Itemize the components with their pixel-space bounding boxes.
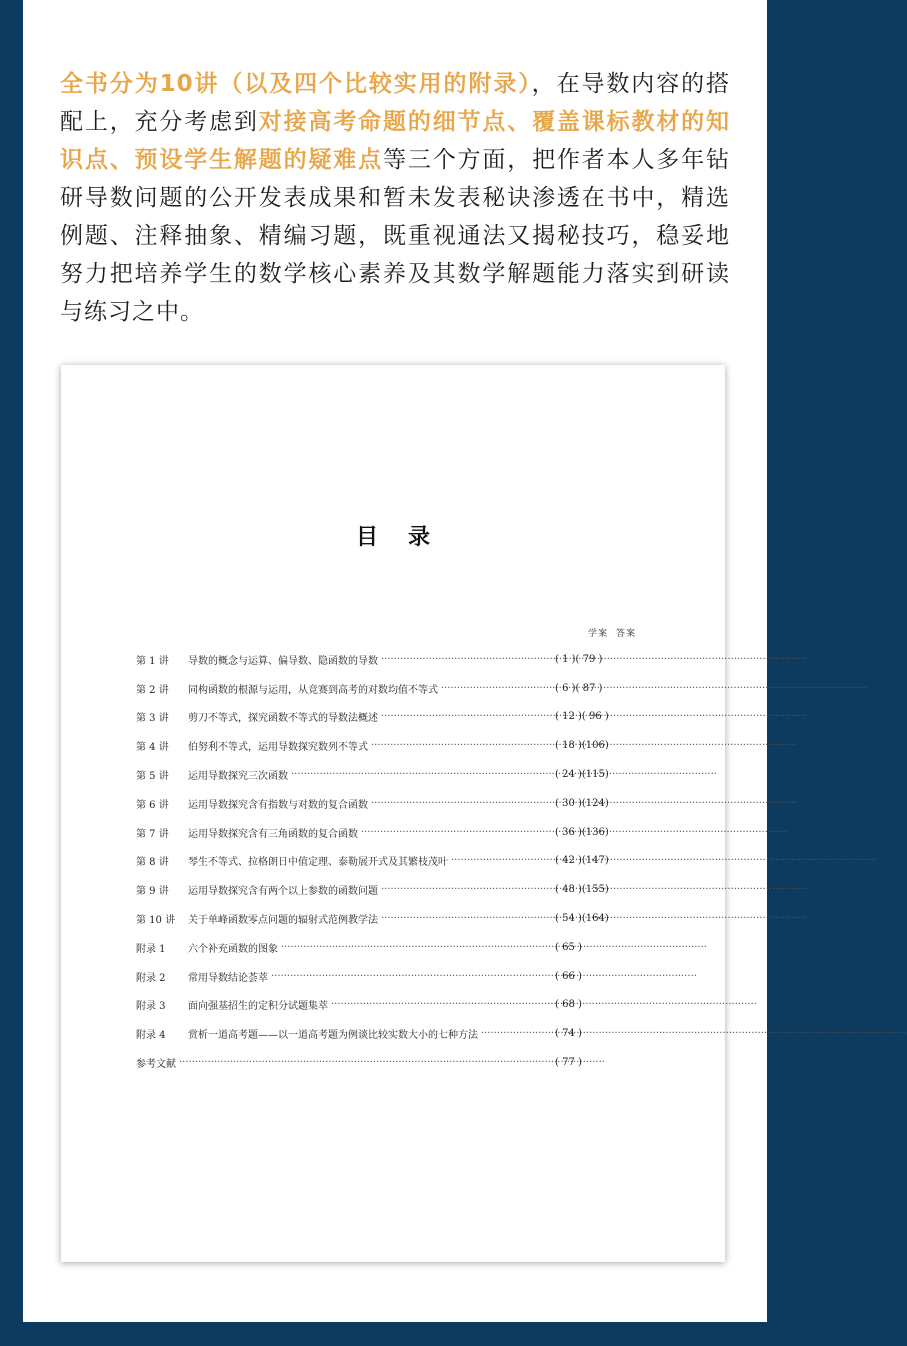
toc-entry bbox=[136, 904, 621, 933]
toc-entry bbox=[136, 875, 621, 904]
toc-entry bbox=[136, 703, 621, 732]
toc-entry-pages: ( 74 ) bbox=[555, 1028, 582, 1040]
toc-title: 目录 bbox=[355, 525, 460, 550]
toc-entry bbox=[136, 933, 621, 962]
toc-entry-pages: ( 24 )(115) bbox=[555, 769, 609, 781]
toc-entry-pages: ( 1 )( 79 ) bbox=[555, 653, 603, 665]
toc-entry-number: 第 7 讲 bbox=[136, 828, 169, 840]
toc-entry-title: 运用导数探究含有三角函数的复合函数 bbox=[188, 828, 358, 840]
toc-entry-number: 第 5 讲 bbox=[136, 771, 169, 783]
toc-entry-title: 伯努利不等式，运用导数探究数列不等式 bbox=[188, 742, 368, 754]
toc-entry-leader bbox=[381, 913, 552, 924]
intro-text-2: 等三个方面，把作者本人多年钻研导数问题的公开发表成果和暂未发表秘诀渗透在书中，精选例题、注释抽象、精编习题，既重视通法又揭秘技巧，稳妥地努力把培养学生的数学核心素养及其数学解题能力落实到研读与练习之中。 bbox=[60, 147, 731, 325]
toc-entry-number: 第 6 讲 bbox=[136, 799, 169, 811]
toc-entry-title: 导数的概念与运算、偏导数、隐函数的导数 bbox=[188, 655, 378, 667]
toc-entry-pages: ( 66 ) bbox=[555, 970, 582, 982]
toc-entry bbox=[136, 818, 621, 847]
toc-entry bbox=[136, 789, 621, 818]
toc-entry-title: 常用导数结论荟萃 bbox=[188, 972, 268, 984]
toc-entry-title: 参考文献 bbox=[136, 1059, 176, 1071]
toc-entry bbox=[136, 731, 621, 760]
intro-highlight-points: 对接高考命题的细节点、覆盖课标教材的知识点、预设学生解题的疑难点 bbox=[60, 109, 731, 173]
toc-entry bbox=[136, 674, 621, 703]
toc-entry bbox=[136, 962, 621, 991]
toc-entry-number: 第 2 讲 bbox=[136, 684, 169, 696]
toc-entry-leader bbox=[371, 798, 552, 809]
toc-entry-leader bbox=[381, 711, 552, 722]
toc-entry-leader bbox=[381, 654, 552, 665]
toc-entry-number: 附录 2 bbox=[136, 972, 166, 984]
toc-entry-leader bbox=[481, 1028, 552, 1039]
toc-entry-pages: ( 42 )(147) bbox=[555, 855, 609, 867]
toc-entry-number: 附录 3 bbox=[136, 1001, 166, 1013]
toc-entry-number: 第 8 讲 bbox=[136, 857, 169, 869]
toc-entry-number: 第 1 讲 bbox=[136, 655, 169, 667]
intro-highlight-structure: 全书分为10讲（以及四个比较实用的附录） bbox=[60, 71, 532, 97]
toc-entry bbox=[136, 1048, 621, 1077]
toc-entry-pages: ( 68 ) bbox=[555, 999, 582, 1011]
toc-entry-pages: ( 30 )(124) bbox=[555, 797, 609, 809]
toc-entry-title: 运用导数探究三次函数 bbox=[188, 771, 288, 783]
toc-entry bbox=[136, 991, 621, 1020]
intro-text-1: ，在导数内容的搭配上，充分考虑到 bbox=[60, 71, 730, 135]
toc-list bbox=[136, 645, 621, 1077]
toc-entry bbox=[136, 847, 621, 876]
toc-entry-pages: ( 65 ) bbox=[555, 941, 582, 953]
toc-entry-leader bbox=[271, 971, 552, 982]
toc-entry-title: 琴生不等式、拉格朗日中值定理、泰勒展开式及其繁枝茂叶 bbox=[188, 857, 448, 869]
toc-column-headers bbox=[588, 626, 644, 639]
column-study: 学案 bbox=[588, 629, 609, 639]
toc-entry bbox=[136, 1019, 621, 1048]
toc-entry bbox=[136, 645, 621, 674]
toc-entry-pages: ( 6 )( 87 ) bbox=[555, 682, 603, 694]
toc-entry-title: 运用导数探究含有指数与对数的复合函数 bbox=[188, 799, 368, 811]
toc-entry-leader bbox=[441, 683, 552, 694]
toc-entry-leader bbox=[281, 942, 552, 953]
toc-entry-number: 第 9 讲 bbox=[136, 886, 169, 898]
toc-entry-title: 剪刀不等式，探究函数不等式的导数法概述 bbox=[188, 713, 378, 725]
toc-entry-leader bbox=[291, 769, 552, 780]
toc-entry-title: 面向强基招生的定积分试题集萃 bbox=[188, 1001, 328, 1013]
toc-entry-title: 关于单峰函数零点问题的辐射式范例教学法 bbox=[188, 915, 378, 927]
content-panel bbox=[23, 0, 767, 1322]
toc-entry bbox=[136, 760, 621, 789]
toc-entry-number: 附录 4 bbox=[136, 1030, 166, 1042]
toc-entry-title: 六个补充函数的图象 bbox=[188, 943, 278, 955]
toc-entry-pages: ( 48 )(155) bbox=[555, 884, 609, 896]
toc-entry-leader bbox=[381, 884, 552, 895]
toc-entry-pages: ( 12 )( 96 ) bbox=[555, 711, 609, 723]
toc-entry-number: 附录 1 bbox=[136, 943, 166, 955]
toc-entry-title: 赏析一道高考题——以一道高考题为例谈比较实数大小的七种方法 bbox=[188, 1030, 478, 1042]
toc-entry-pages: ( 18 )(106) bbox=[555, 740, 609, 752]
toc-entry-title: 运用导数探究含有两个以上参数的函数问题 bbox=[188, 886, 378, 898]
toc-entry-pages: ( 36 )(136) bbox=[555, 826, 609, 838]
toc-entry-leader bbox=[361, 827, 552, 838]
column-answer: 答案 bbox=[616, 629, 637, 639]
toc-entry-pages: ( 54 )(164) bbox=[555, 913, 609, 925]
intro-paragraph bbox=[60, 65, 730, 331]
toc-entry-pages: ( 77 ) bbox=[555, 1057, 582, 1069]
toc-entry-leader bbox=[179, 1057, 552, 1068]
toc-entry-leader bbox=[371, 740, 552, 751]
toc-entry-number: 第 4 讲 bbox=[136, 742, 169, 754]
toc-entry-leader bbox=[331, 999, 552, 1010]
toc-entry-title: 同构函数的根源与运用，从竞赛到高考的对数均值不等式 bbox=[188, 684, 438, 696]
toc-entry-number: 第 3 讲 bbox=[136, 713, 169, 725]
toc-entry-number: 第 10 讲 bbox=[136, 915, 176, 927]
toc-entry-leader bbox=[451, 855, 552, 866]
toc-page-image bbox=[61, 365, 725, 1262]
